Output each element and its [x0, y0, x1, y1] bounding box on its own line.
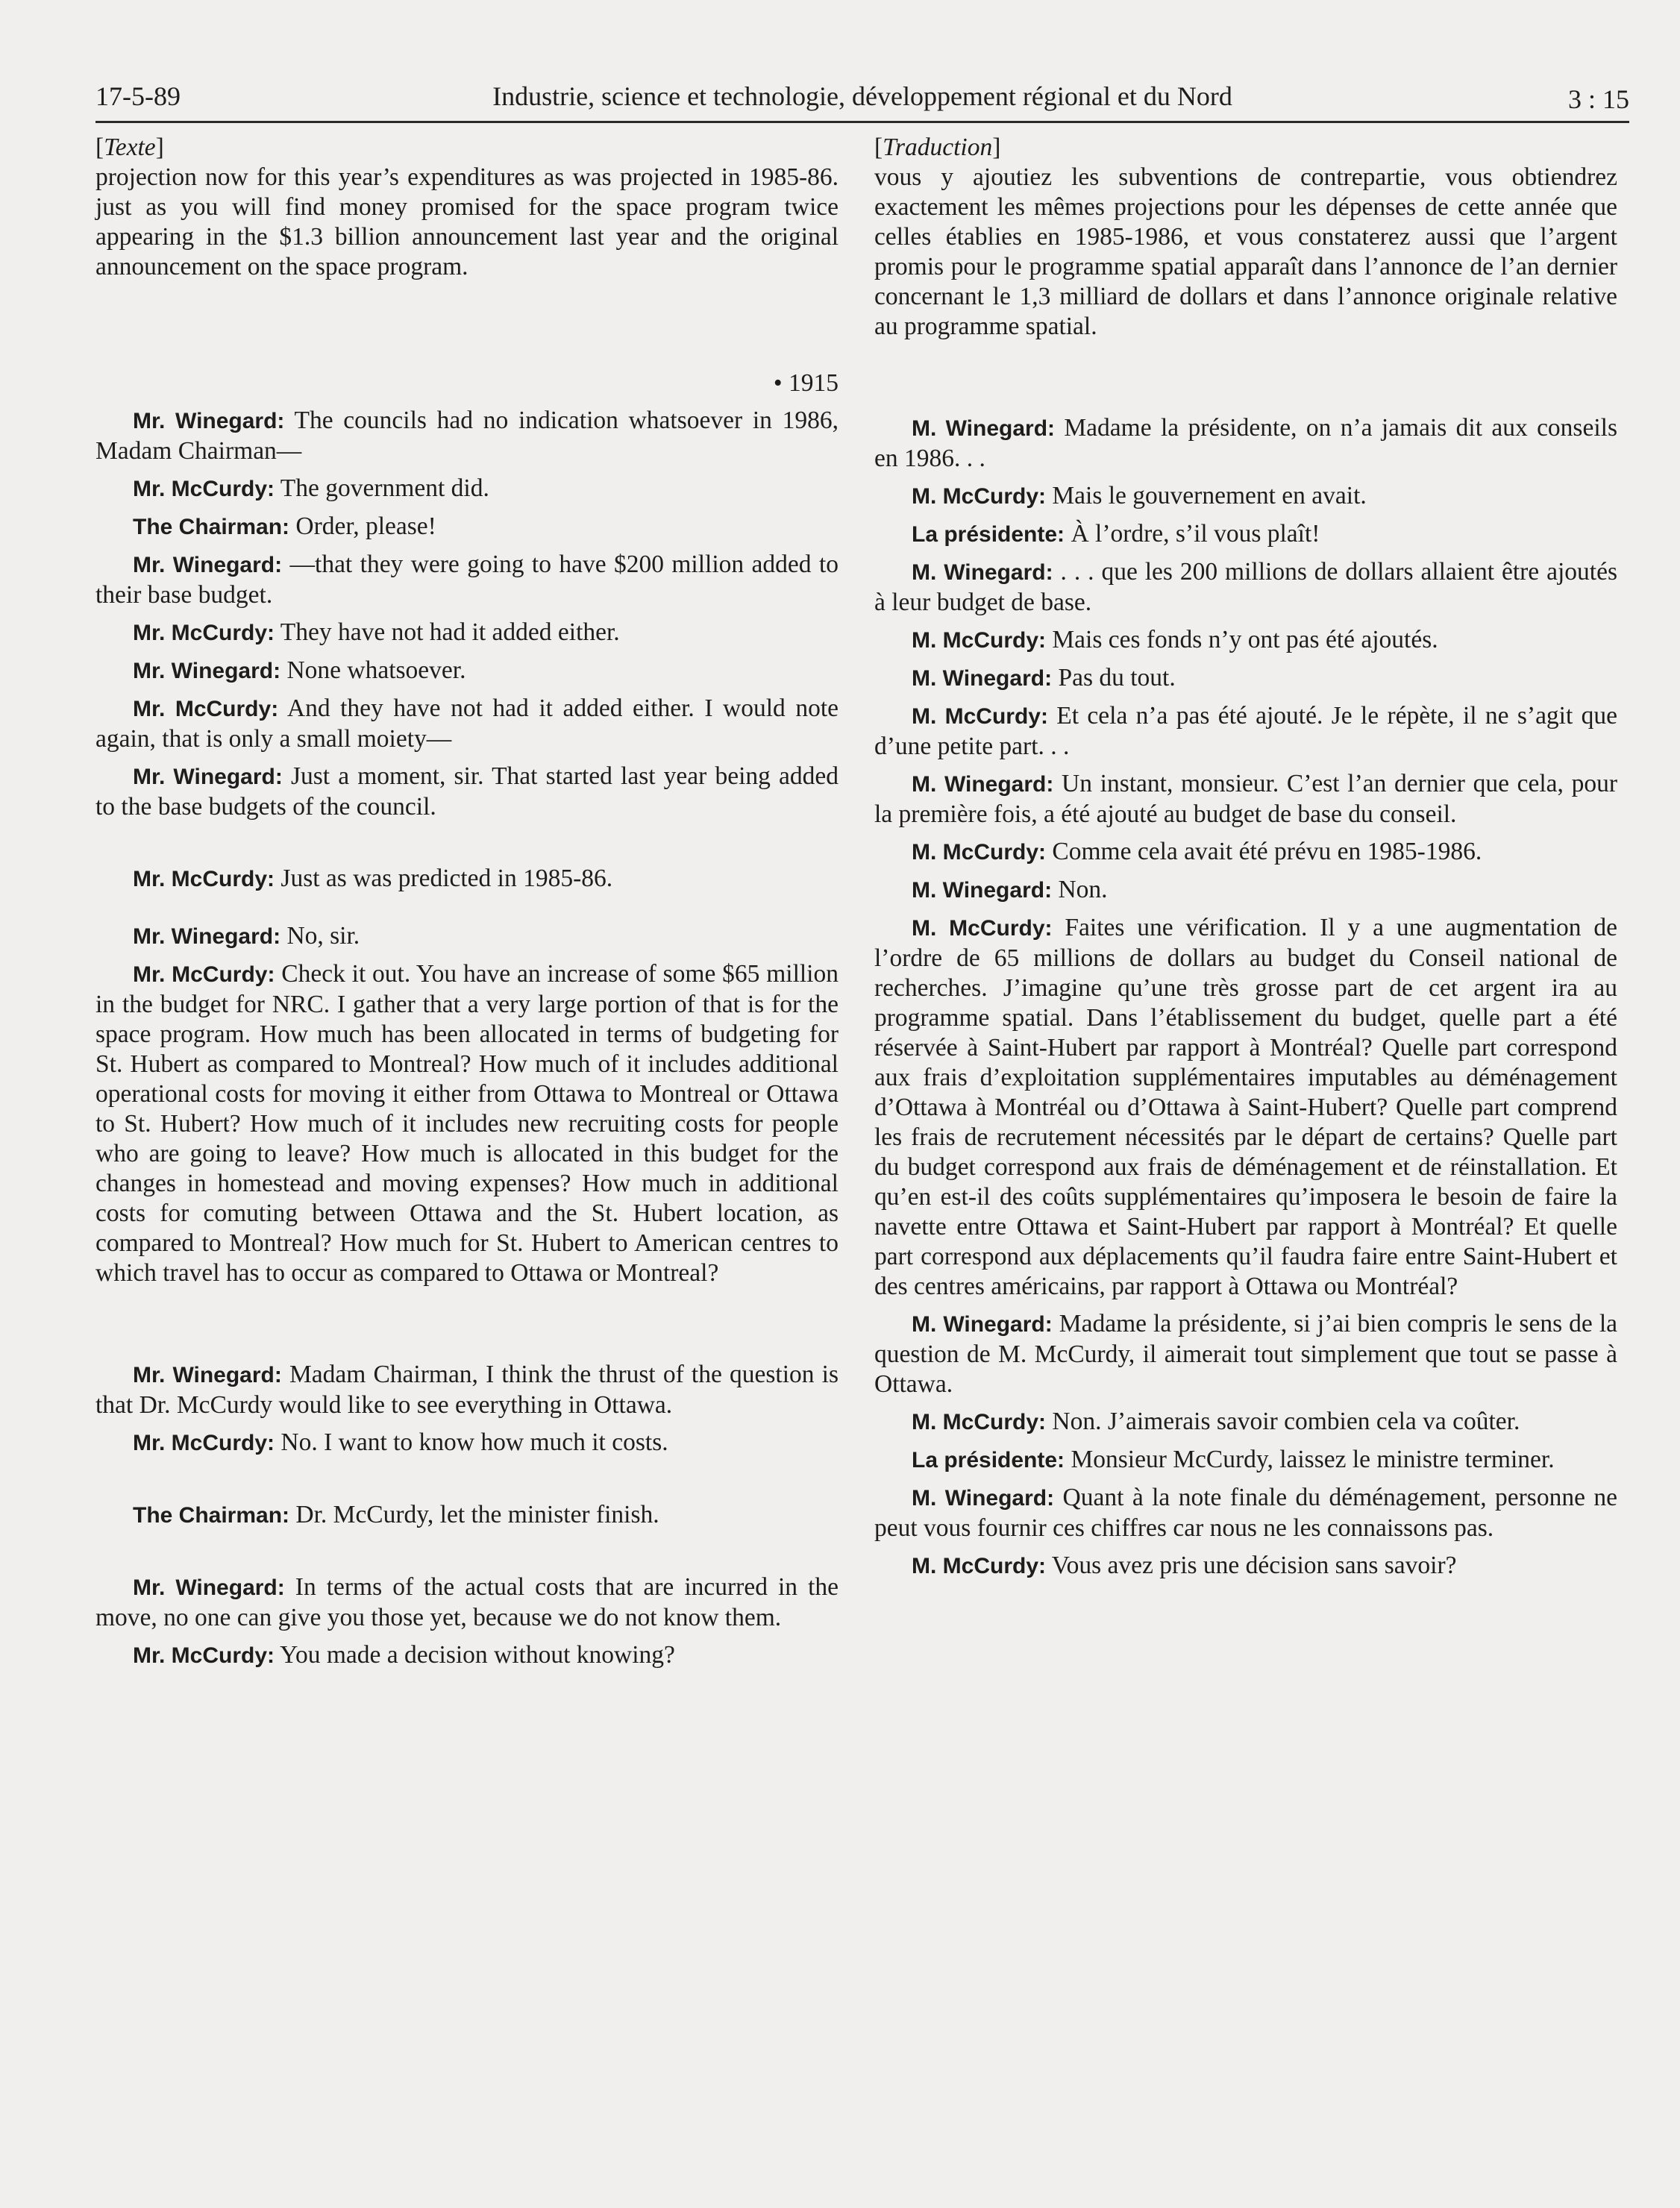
exchange: Mr. Winegard: The councils had no indication whatsoever in 1986, Madam Chairman—: [95, 407, 839, 465]
exchange: The Chairman: Order, please!: [133, 512, 436, 540]
speaker: M. Winegard:: [912, 1312, 1053, 1337]
speaker: M. McCurdy:: [912, 840, 1046, 865]
header-title: Industrie, science et technologie, développement régional et du Nord: [492, 81, 1232, 111]
exchange: M. Winegard: . . . que les 200 millions de dollars allaient être ajoutés à leur budget de base.: [874, 558, 1617, 616]
speaker: Mr. Winegard:: [133, 765, 283, 789]
language-label: [Traduction]: [874, 134, 1001, 161]
speaker: Mr. McCurdy:: [133, 1643, 275, 1668]
speaker: M. Winegard:: [912, 1486, 1055, 1511]
page-header: [95, 78, 1629, 123]
exchange: M. McCurdy: Et cela n’a pas été ajouté. Je le répète, il ne s’agit que d’une petite part. . .: [874, 702, 1618, 760]
speaker: M. Winegard:: [912, 772, 1054, 797]
speaker: Mr. Winegard:: [133, 1363, 282, 1387]
time-marker: • 1915: [773, 369, 839, 397]
speaker: M. McCurdy:: [912, 1410, 1046, 1434]
exchange: M. McCurdy: Mais le gouvernement en avait.: [912, 482, 1367, 509]
speaker: Mr. McCurdy:: [133, 867, 275, 891]
english-column: [95, 133, 839, 1671]
speaker: Mr. McCurdy:: [133, 962, 275, 987]
speaker: M. Winegard:: [912, 560, 1053, 585]
exchange: Mr. McCurdy: And they have not had it added either. I would note again, that is only a small moiety—: [95, 694, 839, 753]
speaker: Mr. Winegard:: [133, 409, 285, 433]
speaker: M. Winegard:: [912, 666, 1053, 691]
exchange: M. Winegard: Madame la présidente, si j’ai bien compris le sens de la question de M. McCurdy, il aimerait tout simplement que tout se passe à Ottawa.: [874, 1310, 1618, 1398]
speaker: Mr. McCurdy:: [133, 477, 275, 501]
exchange: M. Winegard: Non.: [912, 876, 1108, 903]
speaker: La présidente:: [912, 522, 1065, 547]
exchange: La présidente: À l’ordre, s’il vous plaît!: [912, 520, 1320, 548]
exchange: M. Winegard: Quant à la note finale du déménagement, personne ne peut vous fournir ces chiffres car nous ne les connaissons pas.: [874, 1484, 1617, 1542]
exchange: Mr. McCurdy: Just as was predicted in 1985-86.: [133, 865, 613, 892]
speaker: M. McCurdy:: [912, 916, 1053, 941]
speaker: La présidente:: [912, 1448, 1065, 1472]
exchange: Mr. McCurdy: No. I want to know how much it costs.: [133, 1428, 668, 1456]
exchange: The Chairman: Dr. McCurdy, let the minister finish.: [133, 1501, 659, 1528]
speaker: Mr. Winegard:: [133, 659, 281, 683]
exchange: Mr. Winegard: None whatsoever.: [133, 656, 466, 684]
speaker: M. Winegard:: [912, 416, 1056, 441]
speaker: Mr. Winegard:: [133, 1575, 285, 1600]
exchange: Mr. Winegard: —that they were going to have $200 million added to their base budget.: [95, 551, 839, 609]
exchange: Mr. McCurdy: The government did.: [133, 474, 489, 502]
exchange: Mr. McCurdy: Check it out. You have an increase of some $65 million in the budget for NRC. I gather that a very large portion of that is for the space program. How much has been allocated in terms of budgeting for St. Hubert as compared to Montreal? How much of it includes additional operational costs for moving it either from Ottawa to Montreal or Ottawa to St. Hubert? How much of it includes new recruiting costs for people who are going to leave? How much is allocated in this budget for the changes in homestead and moving expenses? How much in additional costs for comuting between Ottawa and the St. Hubert location, as compared to Montreal? How much for St. Hubert to American centres to which travel has to occur as compared to Ottawa or Montreal?: [95, 960, 839, 1287]
exchange: Mr. McCurdy: They have not had it added either.: [133, 618, 620, 646]
speaker: M. McCurdy:: [912, 1554, 1046, 1578]
exchange: La présidente: Monsieur McCurdy, laissez le ministre terminer.: [912, 1446, 1555, 1473]
speaker: The Chairman:: [133, 1503, 290, 1528]
french-column: [874, 133, 1617, 1581]
exchange: Mr. McCurdy: You made a decision without knowing?: [133, 1641, 675, 1669]
speaker: Mr. McCurdy:: [133, 1431, 275, 1455]
exchange: M. Winegard: Madame la présidente, on n’a jamais dit aux conseils en 1986. . .: [874, 414, 1617, 472]
exchange: M. McCurdy: Vous avez pris une décision sans savoir?: [912, 1552, 1457, 1579]
exchange: M. Winegard: Un instant, monsieur. C’est l’an dernier que cela, pour la première fois, a été ajouté au budget de base du conseil.: [874, 770, 1617, 828]
exchange: M. McCurdy: Faites une vérification. Il y a une augmentation de l’ordre de 65 millions de dollars au budget du Conseil national de recherches. J’imagine qu’une très grosse part de cet argent ira au programme spatial. Dans l’établissement du budget, quelle part a été réservée à Saint-Hubert par rapport à Montréal? Quelle part correspond aux frais d’exploitation supplémentaires imputables au déménagement d’Ottawa à Montréal ou d’Ottawa à Saint-Hubert? Quelle part comprend les frais de recrutement nécessités par le départ de certains? Quelle part du budget correspond aux frais de déménagement et de réinstallation. Et qu’en est-il des coûts supplémentaires qu’imposera le besoin de faire la navette entre Ottawa et Saint-Hubert par rapport à Montréal? Et quelle part correspond aux déplacements qu’il faudra faire entre Saint-Hubert et des centres américains, par rapport à Ottawa ou Montréal?: [874, 914, 1618, 1300]
speaker: M. McCurdy:: [912, 704, 1048, 729]
exchange: M. Winegard: Pas du tout.: [912, 664, 1176, 691]
speaker: Mr. Winegard:: [133, 553, 283, 577]
exchange: M. McCurdy: Mais ces fonds n’y ont pas été ajoutés.: [912, 626, 1438, 653]
exchange: Mr. Winegard: Madam Chairman, I think the thrust of the question is that Dr. McCurdy would like to see everything in Ottawa.: [95, 1361, 839, 1419]
speaker: Mr. Winegard:: [133, 924, 281, 949]
exchange: M. McCurdy: Non. J’aimerais savoir combien cela va coûter.: [912, 1408, 1520, 1435]
exchange: Mr. Winegard: In terms of the actual costs that are incurred in the move, no one can give you those yet, because we do not know them.: [95, 1573, 839, 1631]
speaker: M. McCurdy:: [912, 628, 1046, 653]
header-page-number: 3 : 15: [1567, 84, 1629, 114]
speaker: M. McCurdy:: [912, 484, 1046, 509]
exchange: Mr. Winegard: Just a moment, sir. That started last year being added to the base budgets of the council.: [95, 762, 839, 821]
intro-paragraph: vous y ajoutiez les subventions de contrepartie, vous obtiendrez exactement les mêmes projections pour les dépenses de cette année que celles établies en 1985-1986, et vous constaterez aussi que l’argent promis pour le programme spatial apparaît dans l’annonce de l’an dernier concernant le 1,3 milliard de dollars et dans l’annonce originale relative au programme spatial.: [874, 163, 1617, 340]
speaker: Mr. McCurdy:: [133, 697, 279, 721]
language-label: [Texte]: [95, 134, 164, 161]
exchange: Mr. Winegard: No, sir.: [133, 922, 360, 950]
speaker: M. Winegard:: [912, 878, 1053, 903]
speaker: Mr. McCurdy:: [133, 621, 275, 645]
exchange: M. McCurdy: Comme cela avait été prévu en 1985-1986.: [912, 838, 1482, 865]
intro-paragraph: projection now for this year’s expenditures as was projected in 1985-86. just as you will find money promised for the space program twice appearing in the $1.3 billion announcement last year and the original announcement on the space program.: [95, 163, 839, 280]
speaker: The Chairman:: [133, 515, 290, 539]
header-date: 17-5-89: [95, 81, 181, 111]
